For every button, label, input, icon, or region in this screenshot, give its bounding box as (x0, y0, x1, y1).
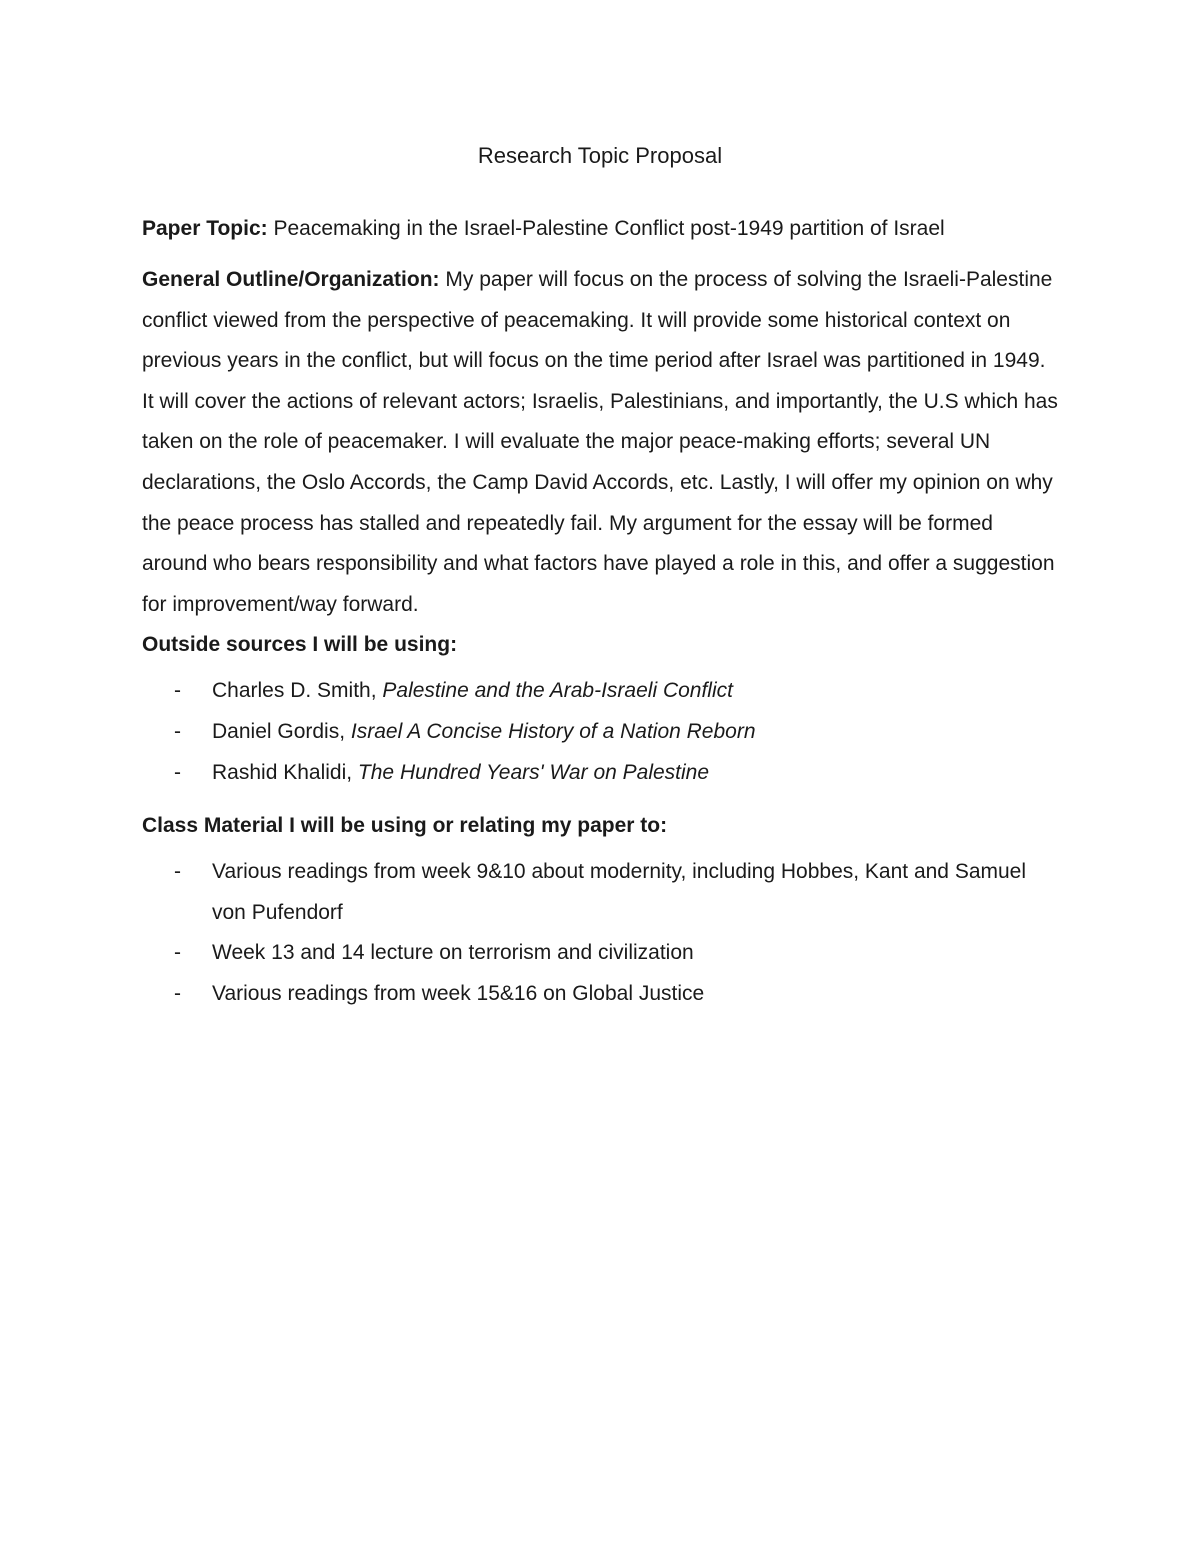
paper-topic-label: Paper Topic: (142, 217, 268, 240)
paper-topic-text: Peacemaking in the Israel-Palestine Conflict post-1949 partition of Israel (267, 217, 945, 240)
list-item (142, 712, 1062, 753)
list-item (142, 974, 1062, 1015)
list-item (142, 933, 1062, 974)
class-material-list (142, 852, 1062, 1014)
list-item (142, 753, 1062, 794)
class-material-heading: Class Material I will be using or relating my paper to: (142, 814, 668, 838)
general-outline-label: General Outline/Organization: (142, 268, 440, 291)
general-outline-text: My paper will focus on the process of solving the Israeli-Palestine conflict viewed from the perspective of peacemaking. It will provide some historical context on previous years in the conflict, but will focus on the time period after Israel was partitioned in 1949. It will cover the actions of relevant actors; Israelis, Palestinians, and importantly, the U.S which has taken on the role of peacemaker. I will evaluate the major peace-making efforts; several UN declarations, the Oslo Accords, the Camp David Accords, etc. Lastly, I will offer my opinion on why the peace process has stalled and repeatedly fail. My argument for the essay will be formed around who bears responsibility and what factors have played a role in this, and offer a suggestion for improvement/way forward. (142, 268, 1058, 616)
outside-sources-heading: Outside sources I will be using: (142, 633, 458, 657)
list-dash: - (174, 760, 181, 784)
list-item (142, 671, 1062, 712)
list-dash: - (174, 860, 181, 884)
list-dash: - (174, 679, 181, 703)
source-title: Palestine and the Arab-Israeli Conflict (382, 679, 733, 703)
source-title: Israel A Concise History of a Nation Reborn (350, 719, 756, 743)
document-body (142, 214, 1062, 1015)
source-title: The Hundred Years' War on Palestine (357, 760, 710, 784)
list-dash: - (174, 981, 181, 1005)
source-author: Daniel Gordis, (212, 719, 351, 743)
general-outline-paragraph (142, 260, 1062, 625)
class-material-text: Week 13 and 14 lecture on terrorism and civilization (212, 941, 694, 965)
source-author: Charles D. Smith, (212, 679, 383, 703)
list-dash: - (174, 719, 181, 743)
list-item (142, 852, 1062, 933)
class-material-text: Various readings from week 9&10 about modernity, including Hobbes, Kant and Samuel von Pufendorf (212, 860, 1027, 924)
outside-sources-list (142, 671, 1062, 793)
list-dash: - (174, 941, 181, 965)
source-author: Rashid Khalidi, (212, 760, 358, 784)
paper-topic-paragraph (142, 214, 1062, 244)
document-title: Research Topic Proposal (477, 143, 723, 168)
class-material-text: Various readings from week 15&16 on Global Justice (212, 981, 705, 1005)
